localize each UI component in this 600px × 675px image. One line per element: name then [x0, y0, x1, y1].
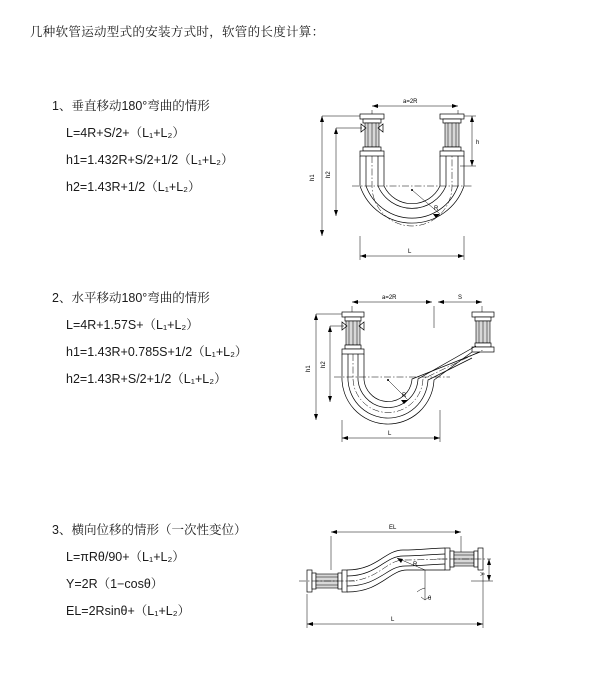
vertical-180-bend-diagram — [300, 86, 500, 276]
dim-label-a2r: a=2R — [403, 99, 418, 105]
dim-label-theta: θ — [428, 596, 432, 602]
dim-label-r-2: R — [402, 393, 407, 399]
section-1-formula-1: L=4R+S/2+（L₁+L₂） — [66, 126, 185, 140]
section-1-text — [52, 96, 312, 195]
dim-label-y: Y — [481, 571, 487, 576]
section-3-formula-1: L=πRθ/90+（L₁+L₂） — [66, 550, 185, 564]
dim-label-l-3: L — [391, 617, 395, 623]
section-3-heading: 3、横向位移的情形（一次性变位） — [52, 523, 247, 537]
section-3-formula-3: EL=2Rsinθ+（L₁+L₂） — [66, 604, 191, 618]
dim-label-s: S — [458, 295, 463, 301]
dim-label-a2r-2: a=2R — [382, 295, 397, 301]
section-3-formula-2: Y=2R（1−cosθ） — [66, 577, 164, 591]
section-1-formula-2: h1=1.432R+S/2+1/2（L₁+L₂） — [66, 153, 234, 167]
dim-label-h1-2: h1 — [306, 365, 312, 372]
section-2-formula-2: h1=1.43R+0.785S+1/2（L₁+L₂） — [66, 345, 248, 359]
dim-label-r-3: R — [413, 562, 418, 568]
horizontal-180-bend-diagram — [300, 280, 510, 460]
section-2-heading: 2、水平移动180°弯曲的情形 — [52, 291, 210, 305]
dim-label-r: R — [434, 206, 439, 212]
section-2-formula-3: h2=1.43R+S/2+1/2（L₁+L₂） — [66, 372, 227, 386]
dim-label-l-2: L — [388, 431, 392, 437]
dim-label-h1: h1 — [310, 174, 316, 181]
dim-label-l: L — [408, 249, 412, 255]
page-title: 几种软管运动型式的安装方式时，软管的长度计算： — [30, 25, 325, 39]
section-1-formula-3: h2=1.43R+1/2（L₁+L₂） — [66, 180, 201, 194]
section-2-formula-1: L=4R+1.57S+（L₁+L₂） — [66, 318, 199, 332]
section-2-text — [52, 288, 312, 387]
section-3-text — [52, 520, 312, 619]
dim-label-h2: h2 — [326, 171, 332, 178]
section-1-heading: 1、垂直移动180°弯曲的情形 — [52, 99, 210, 113]
lateral-offset-diagram — [285, 508, 500, 648]
dim-label-h2-2: h2 — [321, 361, 327, 368]
dim-label-el: EL — [389, 525, 397, 531]
dim-label-h: h — [476, 140, 480, 146]
